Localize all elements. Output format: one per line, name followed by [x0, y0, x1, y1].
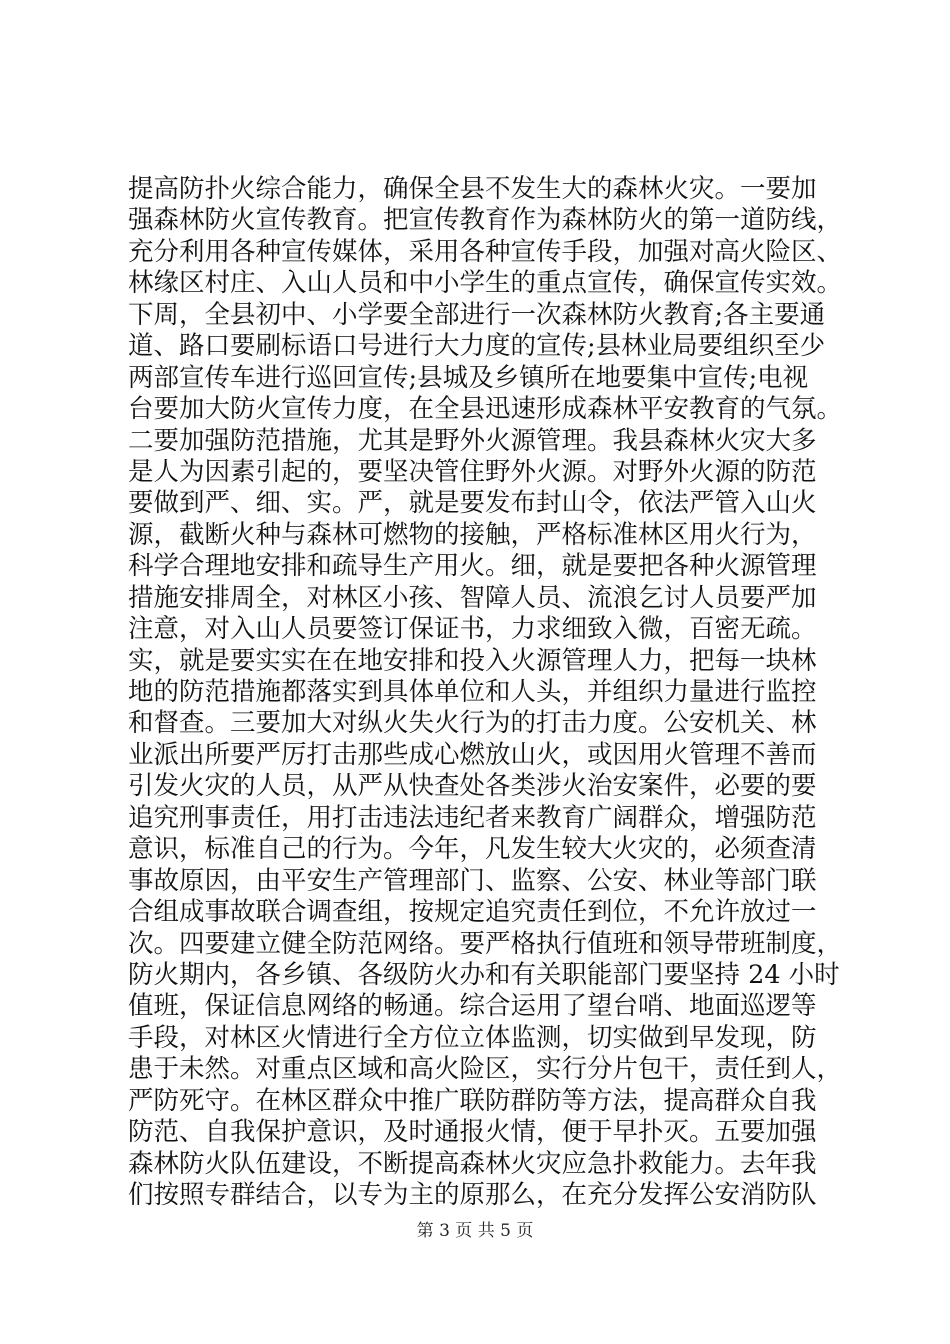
text-line: 源，截断火种与森林可燃物的接触，严格标准林区用火行为， [128, 519, 817, 550]
text-line: 提高防扑火综合能力，确保全县不发生大的森林火灾。一要加 [128, 174, 817, 204]
text-line: 措施安排周全，对林区小孩、智障人员、流浪乞讨人员要严加 [128, 582, 817, 613]
text-line: 引发火灾的人员，从严从快查处各类涉火治安案件，必要的要 [128, 771, 817, 802]
text-line: 业派出所要严厉打击那些成心燃放山火，或因用火管理不善而 [128, 739, 817, 770]
text-line: 充分利用各种宣传媒体，采用各种宣传手段，加强对高火险区、 [128, 236, 843, 267]
text-line: 注意，对入山人员要签订保证书，力求细致入微，百密无疏。 [128, 614, 817, 645]
text-line: 意识，标准自己的行为。今年，凡发生较大火灾的，必须查清 [128, 834, 817, 865]
text-line: 和督查。三要加大对纵火失火行为的打击力度。公安机关、林 [128, 708, 817, 739]
text-line: 次。四要建立健全防范网络。要严格执行值班和领导带班制度， [128, 928, 843, 959]
text-line: 二要加强防范措施，尤其是野外火源管理。我县森林火灾大多 [128, 425, 817, 456]
text-line: 台要加大防火宣传力度，在全县迅速形成森林平安教育的气氛。 [128, 394, 843, 425]
text-line: 手段，对林区火情进行全方位立体监测，切实做到早发现，防 [128, 1022, 817, 1053]
body-text [128, 174, 843, 1211]
text-line: 实，就是要实实在在地安排和投入火源管理人力，把每一块林 [128, 645, 817, 676]
text-line: 事故原因，由平安生产管理部门、监察、公安、林业等部门联 [128, 865, 817, 896]
text-line: 强森林防火宣传教育。把宣传教育作为森林防火的第一道防线， [128, 205, 843, 236]
text-line: 下周，全县初中、小学要全部进行一次森林防火教育;各主要通 [128, 299, 826, 330]
text-line: 森林防火队伍建设，不断提高森林火灾应急扑救能力。去年我 [128, 1148, 817, 1179]
text-line: 合组成事故联合调查组，按规定追究责任到位，不允许放过一 [128, 897, 817, 928]
text-line: 科学合理地安排和疏导生产用火。细，就是要把各种火源管理 [128, 551, 817, 582]
text-line: 地的防范措施都落实到具体单位和人头，并组织力量进行监控 [128, 677, 817, 707]
text-line: 追究刑事责任，用打击违法违纪者来教育广阔群众，增强防范 [128, 802, 817, 833]
text-line: 是人为因素引起的，要坚决管住野外火源。对野外火源的防范 [128, 456, 817, 487]
text-line: 林缘区村庄、入山人员和中小学生的重点宣传，确保宣传实效。 [128, 268, 843, 299]
text-line: 要做到严、细、实。严，就是要发布封山令，依法严管入山火 [128, 488, 817, 519]
text-line: 严防死守。在林区群众中推广联防群防等方法，提高群众自我 [128, 1085, 817, 1116]
text-line: 值班，保证信息网络的畅通。综合运用了望台哨、地面巡逻等 [128, 991, 817, 1022]
text-line: 防范、自我保护意识，及时通报火情，便于早扑灭。五要加强 [128, 1117, 817, 1148]
page-footer: 第 3 页 共 5 页 [416, 1221, 534, 1241]
text-line: 两部宣传车进行巡回宣传;县城及乡镇所在地要集中宣传;电视 [128, 362, 809, 393]
text-line: 道、路口要刷标语口号进行大力度的宣传;县林业局要组织至少 [128, 331, 826, 362]
text-line: 防火期内，各乡镇、各级防火办和有关职能部门要坚持 24 小时 [128, 959, 840, 990]
text-line: 患于未然。对重点区域和高火险区，实行分片包干，责任到人， [128, 1054, 843, 1085]
text-line: 们按照专群结合，以专为主的原那么，在充分发挥公安消防队 [128, 1180, 817, 1210]
